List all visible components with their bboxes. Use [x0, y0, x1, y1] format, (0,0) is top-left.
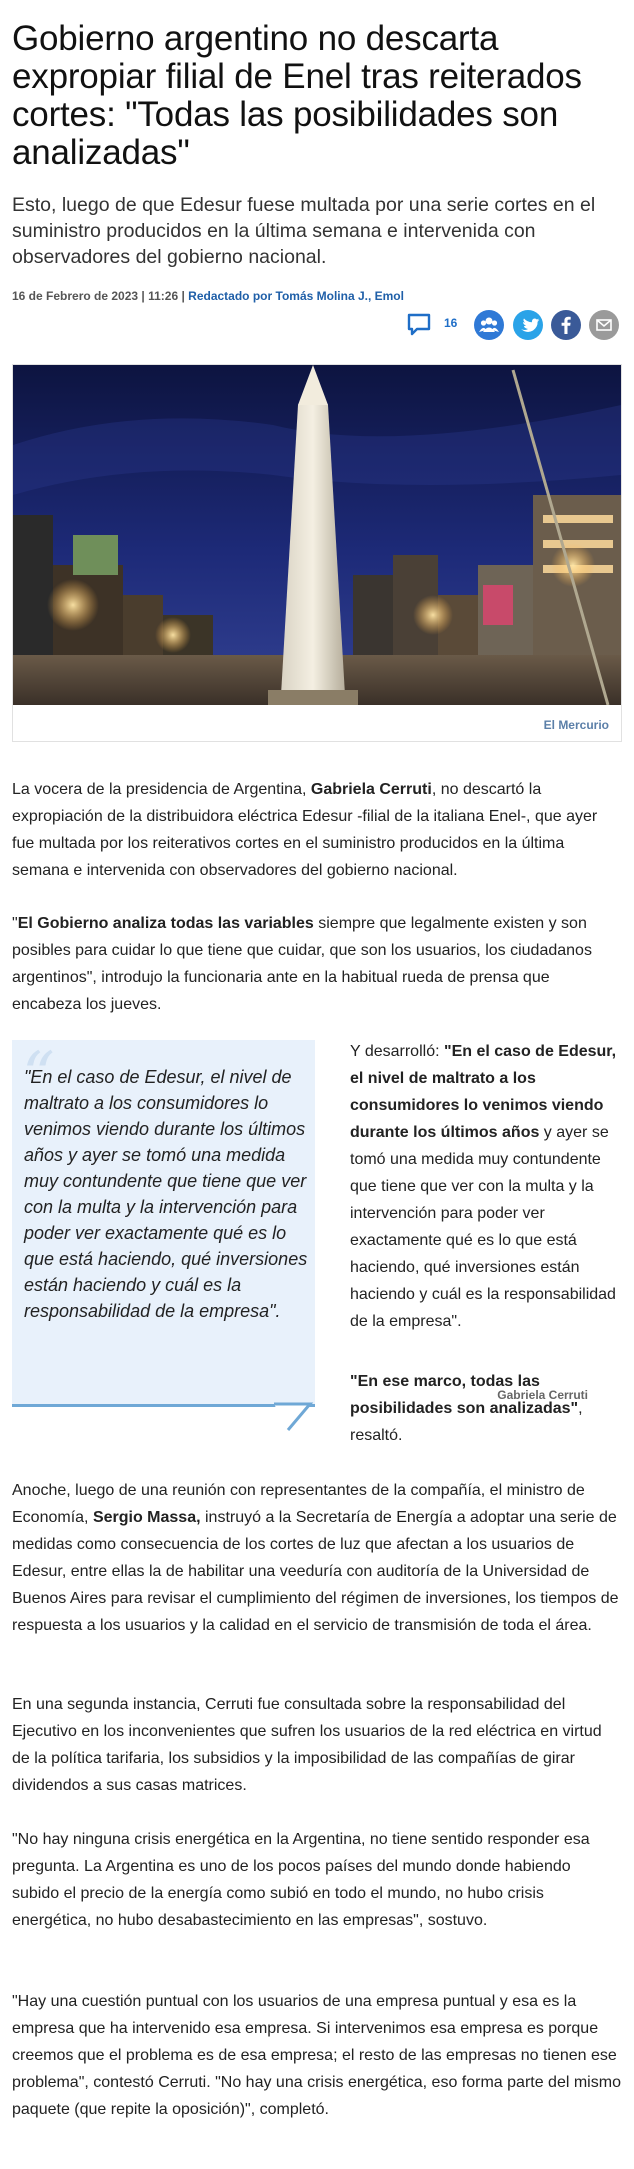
bold-phrase: El Gobierno analiza todas las variables — [17, 915, 314, 932]
mail-icon[interactable] — [589, 310, 619, 340]
byline — [12, 289, 404, 303]
bold-quote: "En ese marco, todas las posibilidades son analizadas" — [350, 1373, 579, 1417]
paragraph-3 — [12, 1477, 622, 1639]
text-run: , resaltó. — [350, 1400, 583, 1444]
paragraph-6: "Hay una cuestión puntual con los usuarios de una empresa puntual y esa es la empresa que ha intervenido esa empresa. Si intervenimos esa empresa es porque creemos que el problema es de esa empresa; el resto de las empresas no tienen ese problema", contestó Cerruti. "No hay una crisis energética, eso forma parte del mismo paquete (que repite la oposición)", completó. — [12, 1993, 621, 2118]
headline: Gobierno argentino no descarta expropiar filial de Enel tras reiterados cortes: "Todas las posibilidades son analizadas" — [12, 19, 582, 172]
quote-mark-icon: “ — [22, 1039, 55, 1113]
paragraph-4: En una segunda instancia, Cerruti fue consultada sobre la responsabilidad del Ejecutivo en los inconvenientes que sufren los usuarios de la red eléctrica en virtud de la política tarifaria, los subsidios y la imposibilidad de las compañías de girar dividendos a sus casas matrices. — [12, 1696, 602, 1794]
twitter-icon[interactable] — [513, 310, 543, 340]
paragraph-2 — [12, 910, 622, 1018]
side-paragraph-2 — [350, 1368, 622, 1449]
text-run: y ayer se tomó una medida muy contundente que tiene que ver con la multa y la intervención para poder ver exactamente qué es lo que está haciendo, qué inversiones están haciendo y cuál es la responsabilidad de la empresa". — [350, 1124, 616, 1330]
bold-quote: "En el caso de Edesur, el nivel de maltrato a los consumidores lo venimos viendo durante los últimos años — [350, 1043, 617, 1141]
pullquote — [12, 1040, 315, 1404]
text-run: " — [12, 915, 18, 932]
pullquote-divider — [12, 1404, 315, 1434]
comment-icon[interactable] — [406, 312, 432, 338]
social-bar — [0, 308, 634, 342]
bold-name: Gabriela Cerruti — [310, 781, 432, 798]
text-run: La vocera de la presidencia de Argentina, — [12, 781, 311, 798]
text-run: Anoche, luego de una reunión con representantes de la compañía, el ministro de Economía, — [12, 1482, 585, 1526]
pullquote-text: "En el caso de Edesur, el nivel de maltrato a los consumidores lo venimos viendo durante los últimos años y ayer se tomó una medida muy contundente que tiene que ver con la multa y la intervención para poder ver exactamente qué es lo que está haciendo, qué inversiones están haciendo y cuál es la responsabilidad de la empresa". — [24, 1067, 308, 1321]
text-run: , no descartó la expropiación de la distribuidora eléctrica Edesur -filial de la italiana Enel-, que ayer fue multada por los reiterativos cortes en el suministro producidos en la última semana e intervenida con observadores del gobierno nacional. — [12, 781, 598, 879]
subheadline: Esto, luego de que Edesur fuese multada por una serie cortes en el suministro producidos en la última semana e intervenida con observadores del gobierno nacional. — [12, 194, 596, 268]
photo-credit: El Mercurio — [543, 718, 609, 732]
side-paragraph-1 — [350, 1038, 622, 1335]
article-photo — [12, 364, 622, 742]
pullquote-author: Gabriela Cerruti — [497, 1388, 588, 1402]
obelisk-night-photo — [13, 365, 621, 705]
bold-name: Sergio Massa, — [92, 1509, 201, 1526]
speech-tail-icon — [274, 1392, 314, 1432]
people-icon[interactable] — [474, 310, 504, 340]
paragraph-5: "No hay ninguna crisis energética en la Argentina, no tiene sentido responder esa pregunta. La Argentina es uno de los pocos países del mundo donde habiendo subido el precio de la energía como subió en todo el mundo, no hubo crisis energética, no hubo desabastecimiento en las empresas", sostuvo. — [12, 1831, 590, 1929]
text-run: instruyó a la Secretaría de Energía a adoptar una serie de medidas como consecuencia de los cortes de luz que afectan a los usuarios de Edesur, entre ellas la de habilitar una veeduría con auditoría de la Universidad de Buenos Aires para revisar el cumplimiento del régimen de inversiones, los tiempos de respuesta a los usuarios y la calidad en el servicio de transmisión de toda el área. — [12, 1509, 619, 1634]
text-run: siempre que legalmente existen y son posibles para cuidar lo que tiene que cuidar, que son los usuarios, los ciudadanos argentinos", introdujo la funcionaria ante en la habitual rueda de prensa que encabeza los jueves. — [12, 915, 592, 1013]
author-link[interactable]: Redactado por Tomás Molina J., Emol — [188, 289, 404, 303]
facebook-icon[interactable] — [551, 310, 581, 340]
text-run: Y desarrolló: — [350, 1043, 444, 1060]
comments-count[interactable]: 16 — [444, 316, 458, 330]
paragraph-1 — [12, 776, 622, 884]
publish-date: 16 de Febrero de 2023 | 11:26 | — [12, 289, 189, 303]
